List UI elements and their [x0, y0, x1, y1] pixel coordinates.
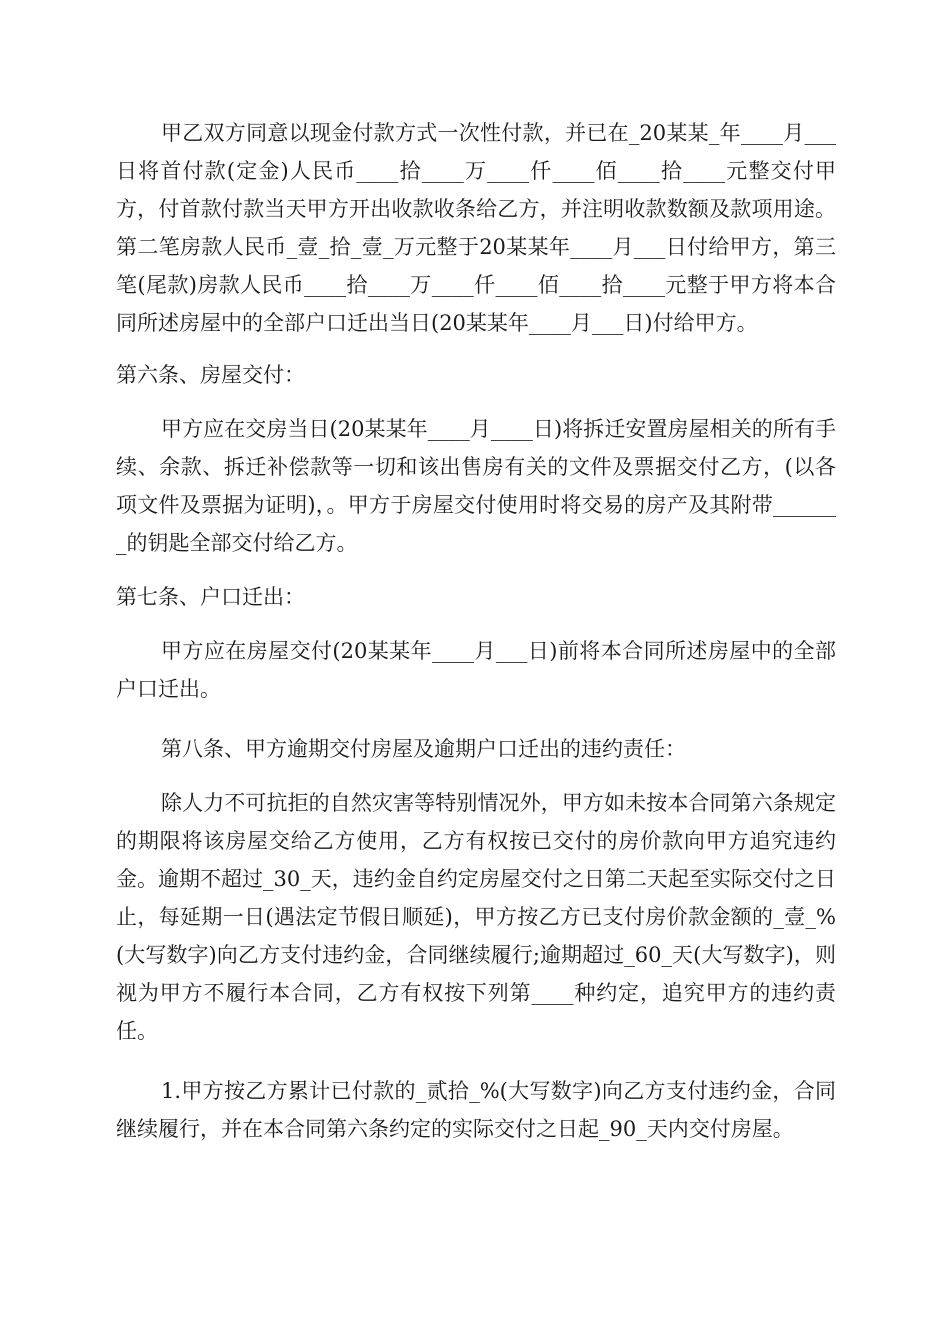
payment-paragraph: 甲乙双方同意以现金付款方式一次性付款，并已在_20某某_年____月___日将首付款(定金)人民币____拾____万____仟____佰____拾____元整交付甲方，付首款付款当天甲方开出收款收条给乙方，并注明收款数额及款项用途。第二笔房款人民币_壹_拾_壹_万元整于20某某年____月___日付给甲方，第三笔(尾款)房款人民币____拾____万____仟____佰____拾____元整于甲方将本合同所述房屋中的全部户口迁出当日(20某某年____月___日)付给甲方。: [116, 121, 836, 335]
article-6-heading: 第六条、房屋交付：: [116, 363, 305, 387]
article-8-paragraph: 除人力不可抗拒的自然灾害等特别情况外，甲方如未按本合同第六条规定的期限将该房屋交给乙方使用，乙方有权按已交付的房价款向甲方追究违约金。逾期不超过_30_天，违约金自约定房屋交付之日第二天起至实际交付之日止，每延期一日(遇法定节假日顺延)，甲方按乙方已支付房价款金额的_壹_%(大写数字)向乙方支付违约金，合同继续履行;逾期超过_60_天(大写数字)，则视为甲方不履行本合同，乙方有权按下列第____种约定，追究甲方的违约责任。: [116, 791, 836, 1043]
article-8-clause-1: 1.甲方按乙方累计已付款的_贰拾_%(大写数字)向乙方支付违约金，合同继续履行，并在本合同第六条约定的实际交付之日起_90_天内交付房屋。: [116, 1079, 836, 1141]
article-7-heading: 第七条、户口迁出：: [116, 585, 305, 609]
article-6-paragraph: 甲方应在交房当日(20某某年____月____日)将拆迁安置房屋相关的所有手续、余款、拆迁补偿款等一切和该出售房有关的文件及票据交付乙方，(以各项文件及票据为证明)，。甲方于房屋交付使用时将交易的房产及其附带_______的钥匙全部交付给乙方。: [116, 417, 836, 555]
article-8-heading: 第八条、甲方逾期交付房屋及逾期户口迁出的违约责任：: [161, 737, 686, 761]
article-7-paragraph: 甲方应在房屋交付(20某某年____月___日)前将本合同所述房屋中的全部户口迁出。: [116, 639, 836, 701]
document-body: [116, 114, 836, 1148]
